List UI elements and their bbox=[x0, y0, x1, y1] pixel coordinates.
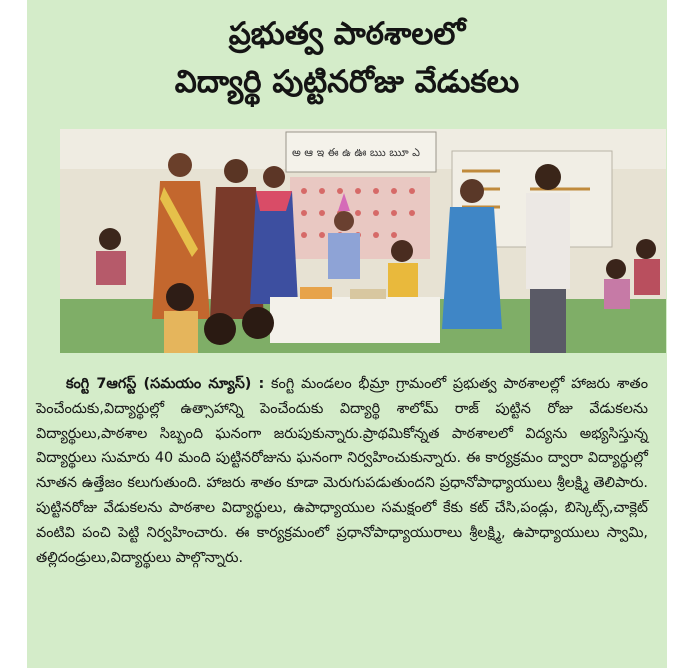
classroom-photo-illustration bbox=[60, 129, 666, 353]
classroom-photo bbox=[60, 129, 666, 353]
article-dateline: కంగ్టి 7ఆగస్ట్ (సమయం న్యూస్) : bbox=[66, 376, 265, 392]
alphabet-chart-text: అ ఆ ఇ ఈ ఉ ఊ ఋ ౠ ఎ bbox=[292, 146, 420, 159]
headline-line-2: విద్యార్థి పుట్టినరోజు వేడుకలు bbox=[174, 64, 520, 100]
newspaper-clipping bbox=[27, 0, 667, 668]
cake bbox=[300, 287, 332, 299]
article-body-text: కంగ్టి మండలం భీమ్రా గ్రామంలో ప్రభుత్వ పాఠశాలల్లో హాజరు శాతం పెంచేందుకు,విద్యార్థుల్లో ఉత్సాహాన్ని పెంచేందుకు విద్యార్థి శాలోమ్ రాజ్ పుట్టిన రోజు వేడుకలను విద్యార్థులు,పాఠశాల సిబ్బంది ఘనంగా జరుపుకున్నారు.ప్రాథమికోన్నత పాఠశాలలో విద్యను అభ్యసిస్తున్న విద్యార్థులు సుమారు 40 మంది పుట్టినరోజును ఘనంగా నిర్వహించుకున్నారు. ఈ కార్యక్రమం ద్వారా విద్యార్థుల్లో నూతన ఉత్తేజం కలుగుతుంది. హాజరు శాతం కూడా మెరుగుపడుతుందని ప్రధానోపాధ్యాయులు శ్రీలక్ష్మి తెలిపారు. పుట్టినరోజు వేడుకలను పాఠశాల విద్యార్థులు, ఉపాధ్యాయుల సమక్షంలో కేకు కట్ చేసి,పండ్లు, బిస్కెట్స్,చాక్లెట్ వంటివి పంచి పెట్టి నిర్వహించారు. ఈ కార్యక్రమంలో ప్రధానోపాధ్యాయురాలు శ్రీలక్ష్మి, ఉపాధ్యాయులు స్వామి, తల్లిదండ్రులు,విద్యార్థులు పాల్గొన్నారు. bbox=[36, 376, 648, 566]
headline-line-1: ప్రభుత్వ పాఠశాలలో bbox=[228, 16, 466, 52]
article-body bbox=[36, 372, 648, 570]
table bbox=[270, 297, 440, 343]
